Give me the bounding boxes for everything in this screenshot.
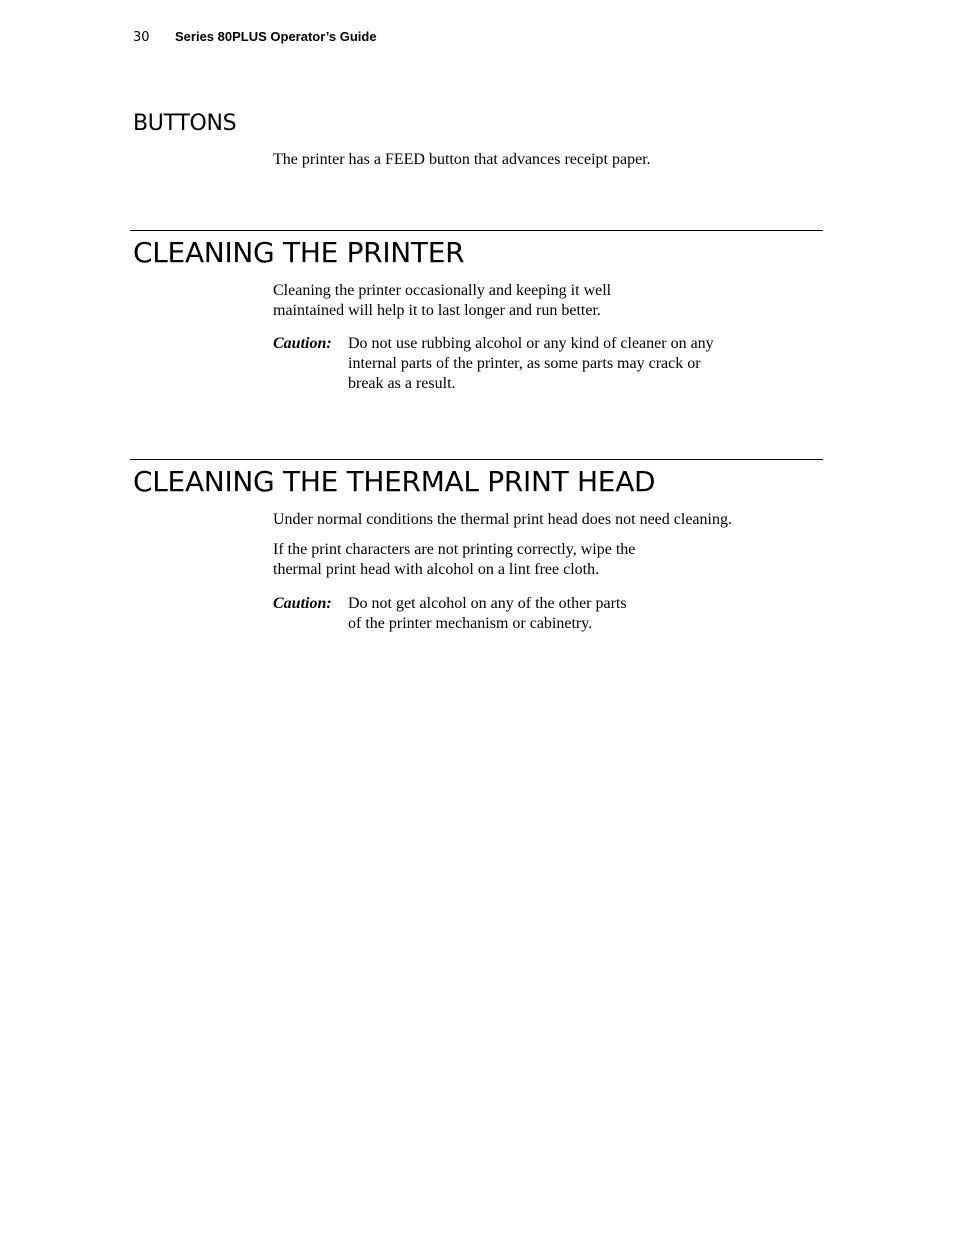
caution-line: internal parts of the printer, as some parts may crack or xyxy=(348,355,701,372)
caution-text xyxy=(348,334,714,394)
cleaning-printer-heading: CLEANING THE PRINTER xyxy=(133,236,465,269)
cleaning-print-head-heading: CLEANING THE THERMAL PRINT HEAD xyxy=(133,465,656,498)
caution-line: Do not use rubbing alcohol or any kind of cleaner on any xyxy=(348,335,714,352)
caution-line: break as a result. xyxy=(348,375,456,392)
page-header xyxy=(133,28,377,47)
buttons-paragraph: The printer has a FEED button that advances receipt paper. xyxy=(273,151,651,168)
paragraph-line: thermal print head with alcohol on a lint free cloth. xyxy=(273,561,600,578)
section-divider xyxy=(130,459,823,460)
buttons-heading: BUTTONS xyxy=(133,111,237,136)
caution-label: Caution: xyxy=(273,335,332,352)
section-divider xyxy=(130,230,823,231)
cleaning-printer-paragraph xyxy=(273,281,611,321)
paragraph-line: Cleaning the printer occasionally and keeping it well xyxy=(273,282,612,299)
paragraph-line: If the print characters are not printing correctly, wipe the xyxy=(273,541,636,558)
caution-label: Caution: xyxy=(273,595,332,612)
caution-line: Do not get alcohol on any of the other parts xyxy=(348,595,627,612)
paragraph-line: maintained will help it to last longer and run better. xyxy=(273,302,601,319)
cleaning-print-head-paragraph-1: Under normal conditions the thermal print head does not need cleaning. xyxy=(273,511,732,528)
page-number: 30 xyxy=(133,30,150,45)
caution-line: of the printer mechanism or cabinetry. xyxy=(348,615,593,632)
cleaning-print-head-paragraph-2 xyxy=(273,540,635,580)
running-title: Series 80PLUS Operator’s Guide xyxy=(175,29,377,44)
caution-text xyxy=(348,594,627,634)
